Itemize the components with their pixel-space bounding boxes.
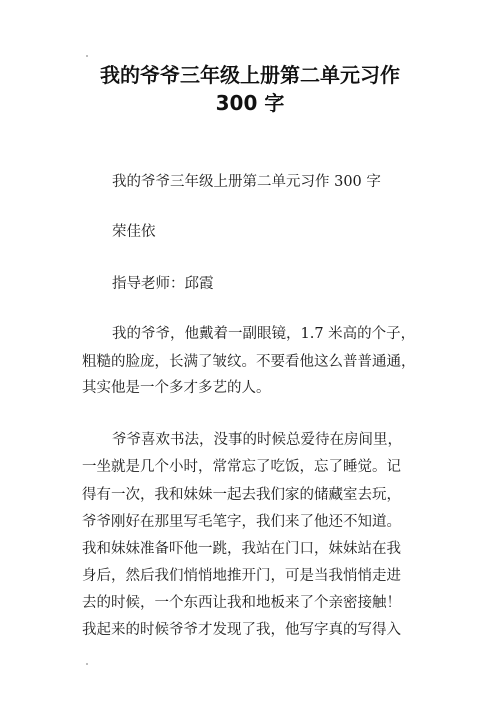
paragraph-1-line: 粗糙的脸庞，长满了皱纹。不要看他这么普普通通， bbox=[82, 354, 416, 370]
paragraph-1-line: 我的爷爷，他戴着一副眼镜，1.7 米高的个子， bbox=[112, 326, 416, 342]
page-corner-mark bbox=[86, 663, 88, 665]
paragraph-2-line: 一坐就是几个小时，常常忘了吃饭，忘了睡觉。记 bbox=[82, 459, 401, 475]
document-title-line-2: 300 字 bbox=[215, 91, 285, 115]
paragraph-2-line: 身后，然后我们悄悄地推开门，可是当我悄悄走进 bbox=[82, 568, 401, 584]
paragraph-1-line: 其实他是一个多才多艺的人。 bbox=[82, 380, 271, 396]
author-name: 荣佳依 bbox=[112, 224, 156, 240]
paragraph-2-line: 我起来的时候爷爷才发现了我，他写字真的写得入 bbox=[82, 622, 401, 638]
page-corner-mark bbox=[86, 55, 88, 57]
paragraph-2-line: 得有一次，我和妹妹一起去我们家的储藏室去玩， bbox=[82, 487, 401, 503]
paragraph-2-line: 爷爷刚好在那里写毛笔字，我们来了他还不知道。 bbox=[82, 514, 401, 530]
paragraph-2-line: 我和妹妹准备吓他一跳，我站在门口，妹妹站在我 bbox=[82, 541, 401, 557]
teacher-name: 指导老师：邱霞 bbox=[112, 276, 214, 292]
document-title-line-1: 我的爷爷三年级上册第二单元习作 bbox=[100, 63, 400, 87]
paragraph-2-line: 爷爷喜欢书法，没事的时候总爱待在房间里， bbox=[112, 432, 402, 448]
document-subtitle: 我的爷爷三年级上册第二单元习作 300 字 bbox=[112, 174, 381, 190]
paragraph-2-line: 去的时候，一个东西让我和地板来了个亲密接触！ bbox=[82, 595, 401, 611]
